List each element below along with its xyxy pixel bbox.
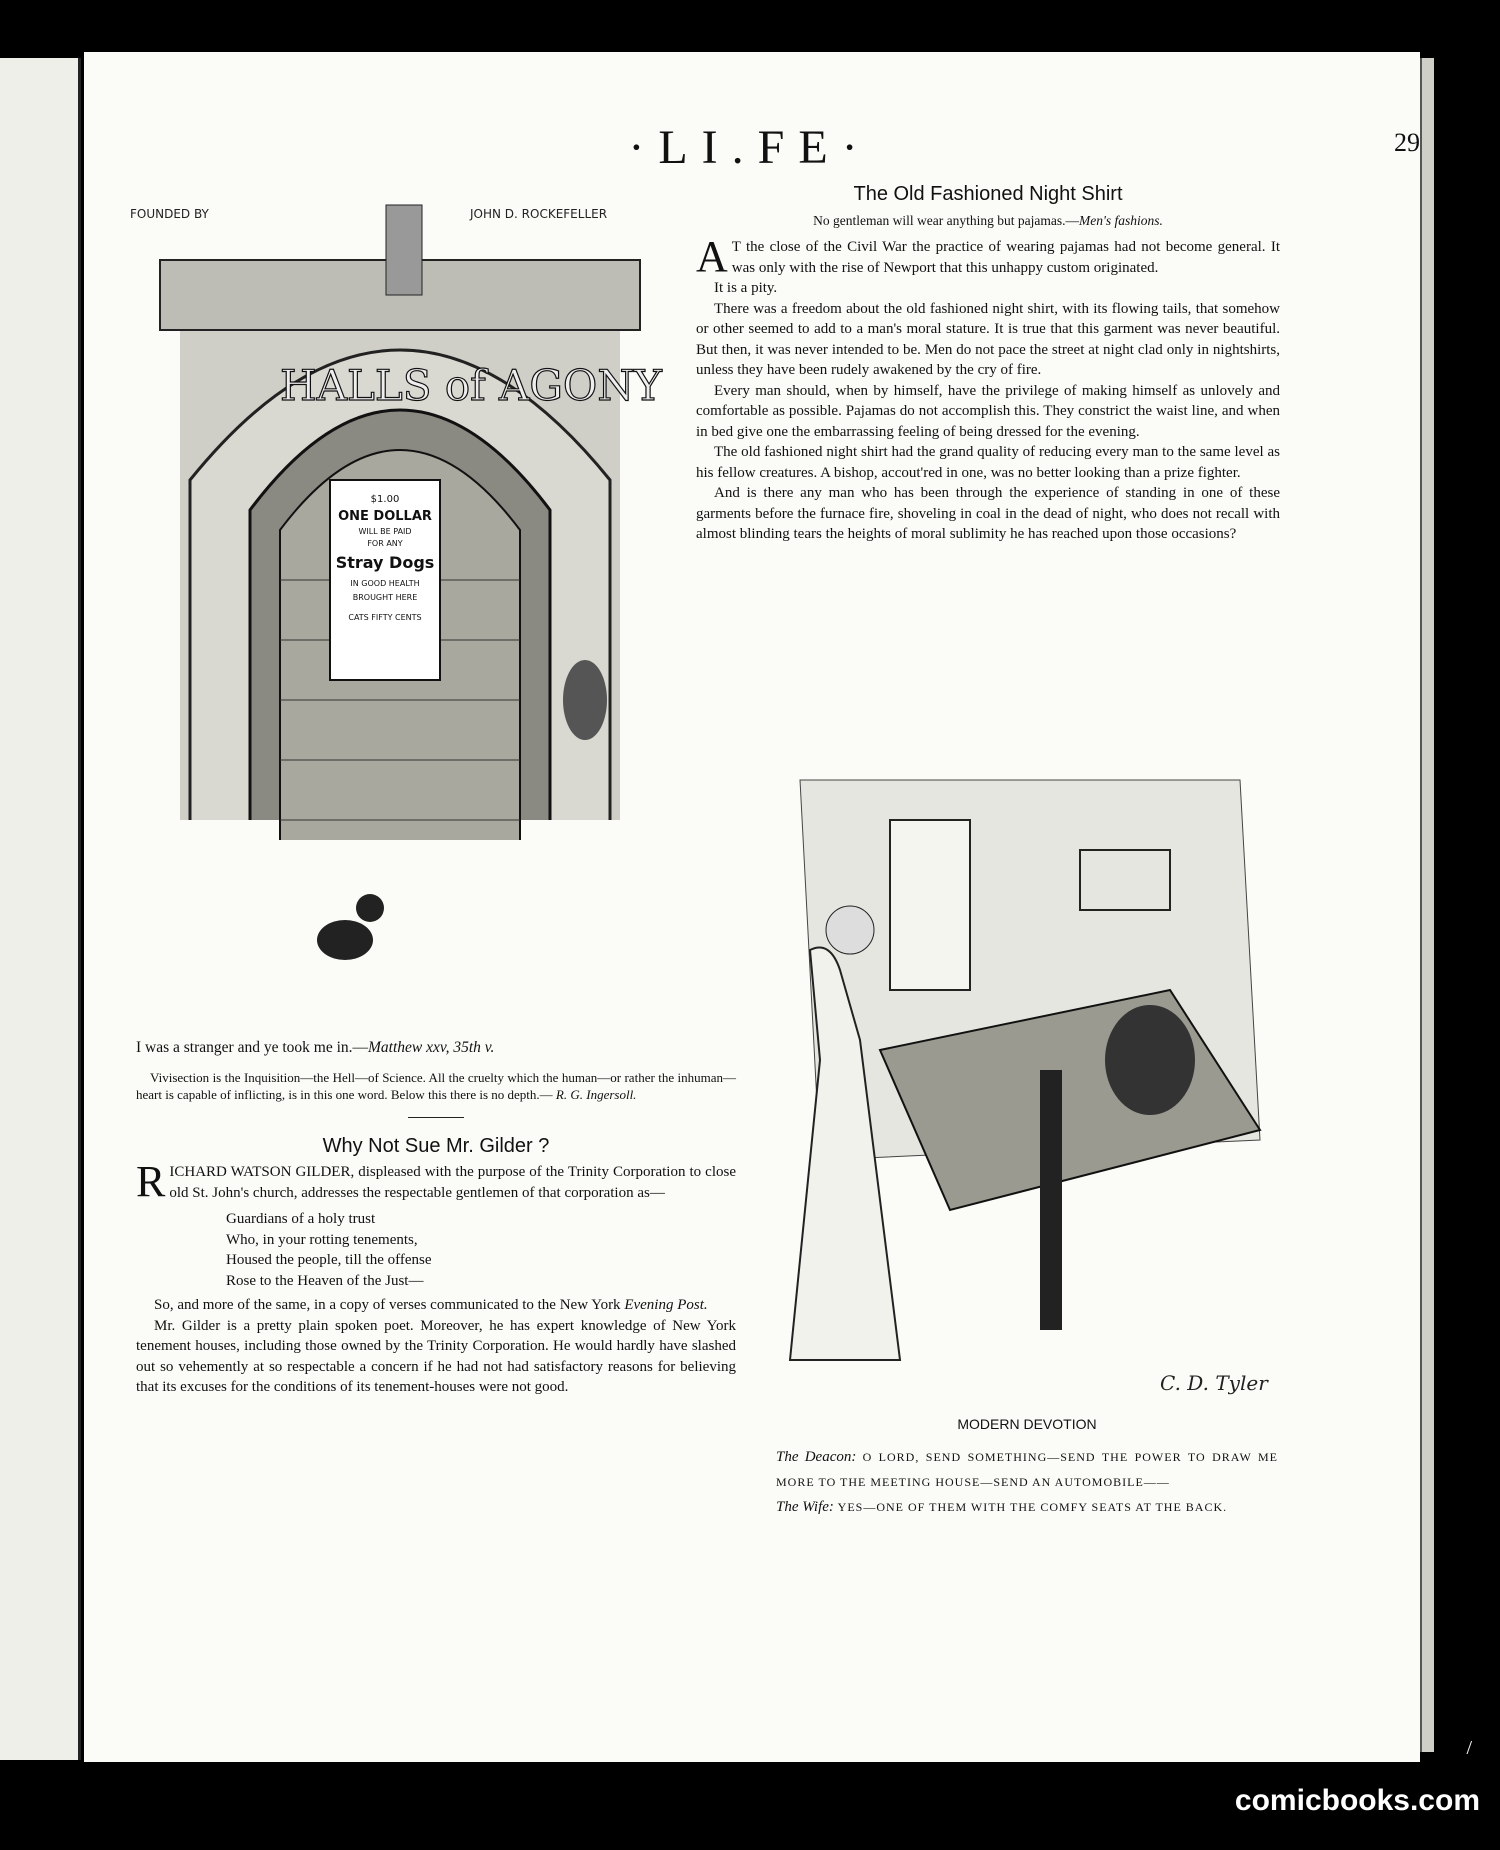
article-paragraph: It is a pity. <box>714 280 778 296</box>
caption-text: I was a stranger and ye took me in.— <box>136 1039 369 1056</box>
epigraph-text: No gentleman will wear anything but pajamas.— <box>813 212 1079 228</box>
cartoon-caption <box>776 1412 1278 1520</box>
paragraph-italic: Evening Post. <box>624 1297 708 1313</box>
article-paragraph <box>136 1295 736 1316</box>
paragraph-text: T the close of the Civil War the practice of wearing pajamas had not become general. It was only with the rise of Newport that this unhappy custom originated. <box>731 239 1280 276</box>
bedpost <box>1040 1070 1062 1330</box>
article-paragraph: Every man should, when by himself, have the privilege of making himself as unlovely and comfortable as possible. Pajamas do not accomplish this. They constrict the waist line, and when in bed give one the embarrassing feeling of being dressed for the evening. <box>696 382 1280 440</box>
sign-line: IN GOOD HEALTH <box>350 579 420 588</box>
arch-main-text: HALLS of AGONY <box>280 361 662 410</box>
verse-block <box>226 1209 736 1291</box>
article-paragraph: And is there any man who has been through the experience of standing in one of these garments before the furnace fire, shoveling in coal in the dead of night, who does not recall with almost blinding tears the heights of moral sublimity he has reached upon those occasions? <box>696 485 1280 542</box>
page-number: 29 <box>1394 128 1420 157</box>
epigraph-source: Men's fashions. <box>1078 212 1163 228</box>
arch-left-text: FOUNDED BY <box>130 207 209 221</box>
scan-mark: / <box>1466 1737 1472 1759</box>
verse-line: Rose to the Heaven of the Just— <box>226 1272 424 1289</box>
article-title: The Old Fashioned Night Shirt <box>853 183 1123 205</box>
masthead: ·LI.FE· <box>628 121 872 174</box>
speaker-label: The Wife: <box>776 1499 834 1515</box>
drop-cap: A <box>696 232 728 281</box>
article-paragraph: There was a freedom about the old fashioned night shirt, with its flowing tails, that somehow or other seemed to add to a man's moral stature. It is true that this garment was never beautiful. But then, it was never intended to be. Men do not pace the street at night clad only in nightshirts, unless they have been rudely awakened by the cry of fire. <box>696 300 1280 378</box>
quote-author: R. G. Ingersoll. <box>555 1086 637 1102</box>
cartoon-title: MODERN DEVOTION <box>957 1416 1097 1432</box>
verse-line: Who, in your rotting tenements, <box>226 1231 418 1248</box>
sign-line: Stray Dogs <box>335 553 435 572</box>
artist-signature: C. D. Tyler <box>1160 1371 1268 1395</box>
hidden-figures <box>563 660 607 740</box>
epigraph <box>696 211 1280 232</box>
right-column <box>696 184 1280 545</box>
article-paragraph <box>696 232 1280 281</box>
dialogue-text: O LORD, SEND SOMETHING—SEND THE POWER TO DRAW ME MORE TO THE MEETING HOUSE—SEND AN AUTOMOBILE—— <box>776 1450 1278 1489</box>
quote-text: Vivisection is the Inquisition—the Hell—of Science. All the cruelty which the human—or rather the inhuman—heart is capable of inflicting, is in this one word. Below this there is no depth.— <box>136 1069 736 1102</box>
caption-source: Matthew xxv, 35th v. <box>368 1039 495 1056</box>
paragraph-text: So, and more of the same, in a copy of verses communicated to the New York <box>154 1297 625 1313</box>
sign-line: FOR ANY <box>367 539 403 548</box>
modern-devotion-illustration <box>700 740 1280 1420</box>
article-title: Why Not Sue Mr. Gilder ? <box>322 1134 550 1157</box>
watermark: comicbooks.com <box>1234 1784 1480 1817</box>
ingersoll-quote <box>136 1069 736 1103</box>
article-paragraph: The old fashioned night shirt had the grand quality of reducing every man to the same level as his fellow creatures. A bishop, accout'red in one, was no better looking than a prize fighter. <box>696 444 1280 481</box>
dialogue-text: YES—ONE OF THEM WITH THE COMFY SEATS AT THE BACK. <box>837 1500 1228 1514</box>
sign-line: CATS FIFTY CENTS <box>348 613 422 622</box>
verse-line: Housed the people, till the offense <box>226 1252 432 1268</box>
sign-line: $1.00 <box>370 494 400 505</box>
deacon-figure <box>1105 1005 1195 1115</box>
page-edge <box>1420 58 1434 1752</box>
dog-figure <box>317 920 373 960</box>
speaker-label: The Deacon: <box>776 1449 857 1465</box>
left-column <box>136 1038 736 1398</box>
verse-line: Guardians of a holy trust <box>226 1211 376 1227</box>
wife-line <box>776 1495 1278 1520</box>
paragraph-text: ICHARD WATSON GILDER, displeased with the purpose of the Trinity Corporation to close old St. John's church, addresses the respectable gentlemen of that corporation as— <box>169 1164 736 1201</box>
sign-line: BROUGHT HERE <box>352 593 418 602</box>
article-paragraph: Mr. Gilder is a pretty plain spoken poet. Moreover, he has expert knowledge of New York tenement houses, including those owned by the Trinity Corporation. He would hardly have slashed out so vehemently at so respectable a concern if he had not had satisfactory reasons for believing that its excuses for the conditions of its tenement-houses were not good. <box>136 1317 736 1395</box>
article-paragraph <box>136 1157 736 1206</box>
sign-line: ONE DOLLAR <box>338 509 432 524</box>
sign-line: WILL BE PAID <box>358 527 412 536</box>
halls-of-agony-illustration <box>100 180 700 1030</box>
illustration-caption <box>136 1038 736 1059</box>
divider <box>408 1117 464 1118</box>
deacon-line <box>776 1445 1278 1495</box>
arch-right-text: JOHN D. ROCKEFELLER <box>470 207 608 221</box>
drop-cap: R <box>136 1157 166 1206</box>
facing-page-edge <box>0 58 81 1760</box>
